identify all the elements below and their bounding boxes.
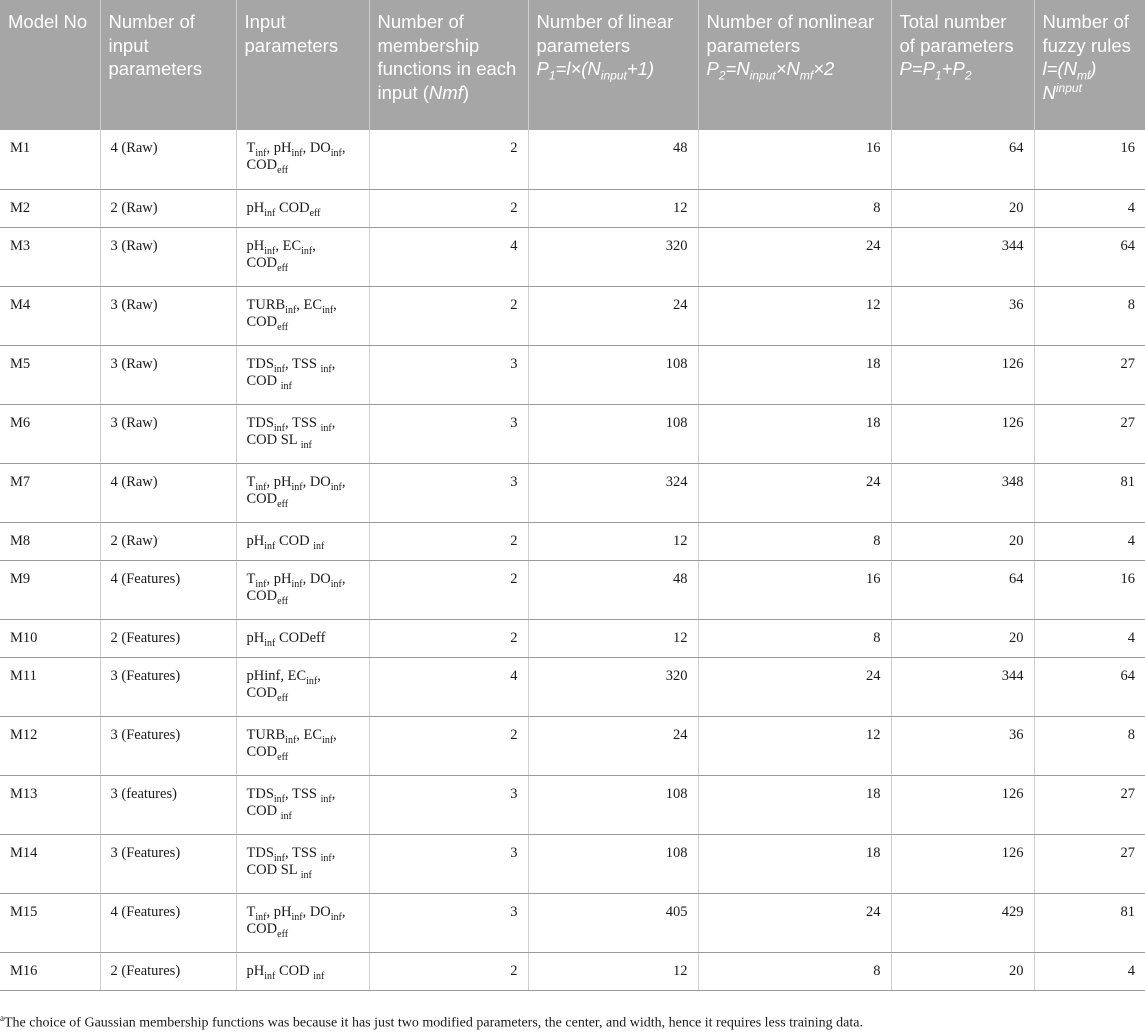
input-param: $COD_{eff}$ bbox=[246, 743, 289, 763]
input-param: $COD_{eff}$ bbox=[246, 920, 289, 940]
linear-params-cell: 320 bbox=[528, 227, 698, 286]
input-param: $TURB_{inf}$, bbox=[246, 726, 304, 746]
header-row bbox=[0, 0, 1145, 130]
input-param: TSS $_{inf}$, bbox=[292, 414, 336, 434]
fuzzy-rules-cell: 81 bbox=[1034, 463, 1145, 522]
model-no-cell: M10 bbox=[0, 619, 100, 657]
input-param: COD SL $_{inf}$ bbox=[246, 431, 312, 451]
input-params-cell bbox=[236, 657, 369, 716]
table-row bbox=[0, 227, 1145, 286]
input-param: $DO_{inf}$, bbox=[309, 903, 346, 923]
model-no-cell: M8 bbox=[0, 522, 100, 560]
input-param: $COD_{eff}$ bbox=[278, 199, 321, 219]
total-params-cell: 126 bbox=[891, 834, 1034, 893]
input-params-cell bbox=[236, 560, 369, 619]
model-no-cell: M2 bbox=[0, 189, 100, 227]
nonlinear-params-cell: 18 bbox=[698, 834, 891, 893]
input-params-cell bbox=[236, 893, 369, 952]
fuzzy-rules-cell: 8 bbox=[1034, 286, 1145, 345]
fuzzy-rules-cell: 64 bbox=[1034, 227, 1145, 286]
num-inputs-cell: 3 (Raw) bbox=[100, 345, 236, 404]
total-params-cell: 20 bbox=[891, 189, 1034, 227]
header-num-mf: Number of membership functions in each input (Nmf) bbox=[369, 0, 528, 130]
num-mf-cell: 2 bbox=[369, 716, 528, 775]
total-params-cell: 36 bbox=[891, 286, 1034, 345]
num-mf-cell: 3 bbox=[369, 404, 528, 463]
input-param: $EC_{inf}$, bbox=[303, 296, 337, 316]
nonlinear-params-cell: 12 bbox=[698, 286, 891, 345]
model-no-cell: M4 bbox=[0, 286, 100, 345]
total-params-cell: 344 bbox=[891, 657, 1034, 716]
nonlinear-params-cell: 18 bbox=[698, 345, 891, 404]
input-param: $TDS_{inf}$, bbox=[246, 844, 293, 864]
nonlinear-params-cell: 12 bbox=[698, 716, 891, 775]
num-mf-cell: 2 bbox=[369, 952, 528, 990]
input-params-cell bbox=[236, 189, 369, 227]
linear-params-cell: 48 bbox=[528, 130, 698, 189]
num-inputs-cell: 3 (Features) bbox=[100, 834, 236, 893]
fuzzy-rules-cell: 16 bbox=[1034, 560, 1145, 619]
table-row bbox=[0, 189, 1145, 227]
input-params-cell bbox=[236, 463, 369, 522]
input-params-cell bbox=[236, 834, 369, 893]
input-param: $pH_{inf}$, bbox=[273, 140, 310, 159]
fuzzy-rules-cell: 81 bbox=[1034, 893, 1145, 952]
input-param: COD $_{inf}$ bbox=[278, 962, 325, 982]
input-param: $TURB_{inf}$, bbox=[246, 296, 304, 316]
table-row bbox=[0, 404, 1145, 463]
input-params-cell bbox=[236, 130, 369, 189]
input-param: $T_{inf}$, bbox=[246, 903, 274, 923]
input-param: $COD_{eff}$ bbox=[246, 313, 289, 333]
input-params-cell bbox=[236, 522, 369, 560]
fuzzy-rules-cell: 27 bbox=[1034, 404, 1145, 463]
header-linear: Number of linear parameters $P_1=l\times(N_{input}+1)$ bbox=[528, 0, 698, 130]
input-param: $COD_{eff}$ bbox=[246, 587, 289, 607]
input-param: $DO_{inf}$, bbox=[309, 473, 346, 493]
fuzzy-rules-cell: 64 bbox=[1034, 657, 1145, 716]
input-param: TSS $_{inf}$, bbox=[292, 355, 336, 375]
model-no-cell: M6 bbox=[0, 404, 100, 463]
table-footnote: $^a$The choice of Gaussian membership functions was because it has just two modified parameters, the center, and width, hence it requires less training data. bbox=[0, 1013, 864, 1031]
table-row bbox=[0, 619, 1145, 657]
total-params-cell: 126 bbox=[891, 775, 1034, 834]
num-inputs-cell: 2 (Features) bbox=[100, 952, 236, 990]
header-input-params: Input parameters bbox=[236, 0, 369, 130]
input-param: $EC_{inf}$, bbox=[303, 726, 337, 746]
table-row bbox=[0, 345, 1145, 404]
table-row bbox=[0, 893, 1145, 952]
nonlinear-params-cell: 16 bbox=[698, 560, 891, 619]
fuzzy-rules-cell: 27 bbox=[1034, 834, 1145, 893]
input-param: $pH_{inf}$, bbox=[246, 237, 283, 257]
total-params-cell: 344 bbox=[891, 227, 1034, 286]
table-row bbox=[0, 286, 1145, 345]
input-params-cell bbox=[236, 952, 369, 990]
linear-params-cell: 24 bbox=[528, 716, 698, 775]
num-mf-cell: 4 bbox=[369, 657, 528, 716]
total-params-cell: 348 bbox=[891, 463, 1034, 522]
input-param: $pH_{inf}$, bbox=[273, 473, 310, 493]
num-inputs-cell: 2 (Features) bbox=[100, 619, 236, 657]
total-params-cell: 36 bbox=[891, 716, 1034, 775]
table-row bbox=[0, 952, 1145, 990]
table-row bbox=[0, 716, 1145, 775]
table-row bbox=[0, 522, 1145, 560]
input-param: $COD_{eff}$ bbox=[246, 490, 289, 510]
num-mf-cell: 3 bbox=[369, 834, 528, 893]
num-inputs-cell: 3 (Features) bbox=[100, 657, 236, 716]
fuzzy-rules-cell: 16 bbox=[1034, 130, 1145, 189]
num-mf-cell: 2 bbox=[369, 522, 528, 560]
model-no-cell: M9 bbox=[0, 560, 100, 619]
input-param: CODeff bbox=[278, 629, 326, 646]
num-inputs-cell: 3 (Raw) bbox=[100, 286, 236, 345]
input-param: $pH_{inf}$, bbox=[273, 570, 310, 590]
nonlinear-params-cell: 24 bbox=[698, 463, 891, 522]
input-param: $pH_{inf}$ bbox=[246, 199, 276, 219]
linear-params-cell: 108 bbox=[528, 404, 698, 463]
input-params-cell bbox=[236, 775, 369, 834]
input-param: COD SL $_{inf}$ bbox=[246, 861, 312, 881]
input-params-cell bbox=[236, 619, 369, 657]
input-param: $EC_{inf}$, bbox=[282, 237, 316, 257]
total-params-cell: 64 bbox=[891, 560, 1034, 619]
input-param: $COD_{eff}$ bbox=[246, 157, 289, 176]
linear-params-cell: 320 bbox=[528, 657, 698, 716]
header-nonlinear: Number of nonlinear parameters $P_2=N_{input}\times N_{mf}\times 2$ bbox=[698, 0, 891, 130]
model-no-cell: M15 bbox=[0, 893, 100, 952]
fuzzy-rules-cell: 4 bbox=[1034, 522, 1145, 560]
nonlinear-params-cell: 8 bbox=[698, 952, 891, 990]
input-param: $EC_{inf}$, bbox=[287, 667, 321, 687]
header-num-inputs: Number of input parameters bbox=[100, 0, 236, 130]
table-row bbox=[0, 560, 1145, 619]
input-param: $pH_{inf}$ bbox=[246, 962, 276, 982]
input-params-cell bbox=[236, 227, 369, 286]
input-param: $COD_{eff}$ bbox=[246, 254, 289, 274]
total-params-cell: 20 bbox=[891, 522, 1034, 560]
total-params-cell: 126 bbox=[891, 345, 1034, 404]
linear-params-cell: 24 bbox=[528, 286, 698, 345]
input-param: $TDS_{inf}$, bbox=[246, 785, 293, 805]
num-mf-cell: 2 bbox=[369, 130, 528, 189]
input-param: $DO_{inf}$, bbox=[309, 570, 346, 590]
input-param: $T_{inf}$, bbox=[246, 570, 274, 590]
input-param: $DO_{inf}$, bbox=[309, 140, 346, 159]
input-param: $TDS_{inf}$, bbox=[246, 355, 293, 375]
num-inputs-cell: 3 (Raw) bbox=[100, 227, 236, 286]
num-mf-cell: 2 bbox=[369, 189, 528, 227]
num-mf-cell: 2 bbox=[369, 619, 528, 657]
total-params-cell: 20 bbox=[891, 619, 1034, 657]
num-mf-cell: 3 bbox=[369, 463, 528, 522]
model-no-cell: M16 bbox=[0, 952, 100, 990]
nonlinear-params-cell: 8 bbox=[698, 522, 891, 560]
model-no-cell: M5 bbox=[0, 345, 100, 404]
nonlinear-params-cell: 24 bbox=[698, 893, 891, 952]
fuzzy-rules-cell: 4 bbox=[1034, 952, 1145, 990]
linear-params-cell: 12 bbox=[528, 522, 698, 560]
num-mf-cell: 2 bbox=[369, 560, 528, 619]
model-no-cell: M11 bbox=[0, 657, 100, 716]
fuzzy-rules-cell: 4 bbox=[1034, 189, 1145, 227]
nonlinear-params-cell: 24 bbox=[698, 227, 891, 286]
num-inputs-cell: 2 (Raw) bbox=[100, 522, 236, 560]
total-params-cell: 64 bbox=[891, 130, 1034, 189]
input-param: pHinf, bbox=[246, 667, 288, 684]
input-param: $COD_{eff}$ bbox=[246, 684, 289, 704]
model-no-cell: M13 bbox=[0, 775, 100, 834]
linear-params-cell: 48 bbox=[528, 560, 698, 619]
num-mf-cell: 4 bbox=[369, 227, 528, 286]
header-rules: Number of fuzzy rules $l=(N_{mf})$ $N^{input}$ bbox=[1034, 0, 1145, 130]
num-inputs-cell: 4 (Raw) bbox=[100, 463, 236, 522]
input-param: $pH_{inf}$ bbox=[246, 629, 276, 649]
num-inputs-cell: 4 (Features) bbox=[100, 560, 236, 619]
num-mf-cell: 3 bbox=[369, 345, 528, 404]
table-row bbox=[0, 775, 1145, 834]
fuzzy-rules-cell: 8 bbox=[1034, 716, 1145, 775]
header-total: Total number of parameters $P=P_1+P_2$ bbox=[891, 0, 1034, 130]
header-model-no: Model No bbox=[0, 0, 100, 130]
num-inputs-cell: 3 (features) bbox=[100, 775, 236, 834]
input-param: TSS $_{inf}$, bbox=[292, 844, 336, 864]
nonlinear-params-cell: 16 bbox=[698, 130, 891, 189]
num-inputs-cell: 4 (Features) bbox=[100, 893, 236, 952]
input-param: COD $_{inf}$ bbox=[246, 802, 292, 822]
nonlinear-params-cell: 8 bbox=[698, 189, 891, 227]
linear-params-cell: 12 bbox=[528, 952, 698, 990]
nonlinear-params-cell: 18 bbox=[698, 775, 891, 834]
num-mf-cell: 3 bbox=[369, 893, 528, 952]
model-no-cell: M1 bbox=[0, 130, 100, 189]
model-no-cell: M7 bbox=[0, 463, 100, 522]
input-params-cell bbox=[236, 404, 369, 463]
table-row bbox=[0, 463, 1145, 522]
input-param: $TDS_{inf}$, bbox=[246, 414, 293, 434]
input-param: $T_{inf}$, bbox=[246, 473, 274, 493]
nonlinear-params-cell: 24 bbox=[698, 657, 891, 716]
num-inputs-cell: 3 (Raw) bbox=[100, 404, 236, 463]
total-params-cell: 126 bbox=[891, 404, 1034, 463]
input-params-cell bbox=[236, 345, 369, 404]
table-row bbox=[0, 657, 1145, 716]
model-no-cell: M12 bbox=[0, 716, 100, 775]
input-param: COD $_{inf}$ bbox=[246, 372, 292, 392]
table-row bbox=[0, 130, 1145, 189]
num-inputs-cell: 3 (Features) bbox=[100, 716, 236, 775]
nonlinear-params-cell: 18 bbox=[698, 404, 891, 463]
num-mf-cell: 2 bbox=[369, 286, 528, 345]
fuzzy-rules-cell: 4 bbox=[1034, 619, 1145, 657]
model-no-cell: M3 bbox=[0, 227, 100, 286]
input-param: $pH_{inf}$ bbox=[246, 532, 276, 552]
num-mf-cell: 3 bbox=[369, 775, 528, 834]
num-inputs-cell: 2 (Raw) bbox=[100, 189, 236, 227]
input-param: COD $_{inf}$ bbox=[278, 532, 325, 552]
linear-params-cell: 405 bbox=[528, 893, 698, 952]
nonlinear-params-cell: 8 bbox=[698, 619, 891, 657]
linear-params-cell: 108 bbox=[528, 775, 698, 834]
linear-params-cell: 12 bbox=[528, 189, 698, 227]
model-no-cell: M14 bbox=[0, 834, 100, 893]
total-params-cell: 429 bbox=[891, 893, 1034, 952]
input-params-cell bbox=[236, 716, 369, 775]
linear-params-cell: 108 bbox=[528, 345, 698, 404]
linear-params-cell: 324 bbox=[528, 463, 698, 522]
fuzzy-rules-cell: 27 bbox=[1034, 345, 1145, 404]
table-row bbox=[0, 834, 1145, 893]
fuzzy-rules-cell: 27 bbox=[1034, 775, 1145, 834]
input-param: $T_{inf}$, bbox=[246, 140, 274, 159]
input-param: TSS $_{inf}$, bbox=[292, 785, 336, 805]
table-body bbox=[0, 130, 1145, 990]
input-param: $pH_{inf}$, bbox=[273, 903, 310, 923]
input-params-cell bbox=[236, 286, 369, 345]
total-params-cell: 20 bbox=[891, 952, 1034, 990]
linear-params-cell: 108 bbox=[528, 834, 698, 893]
num-inputs-cell: 4 (Raw) bbox=[100, 130, 236, 189]
linear-params-cell: 12 bbox=[528, 619, 698, 657]
